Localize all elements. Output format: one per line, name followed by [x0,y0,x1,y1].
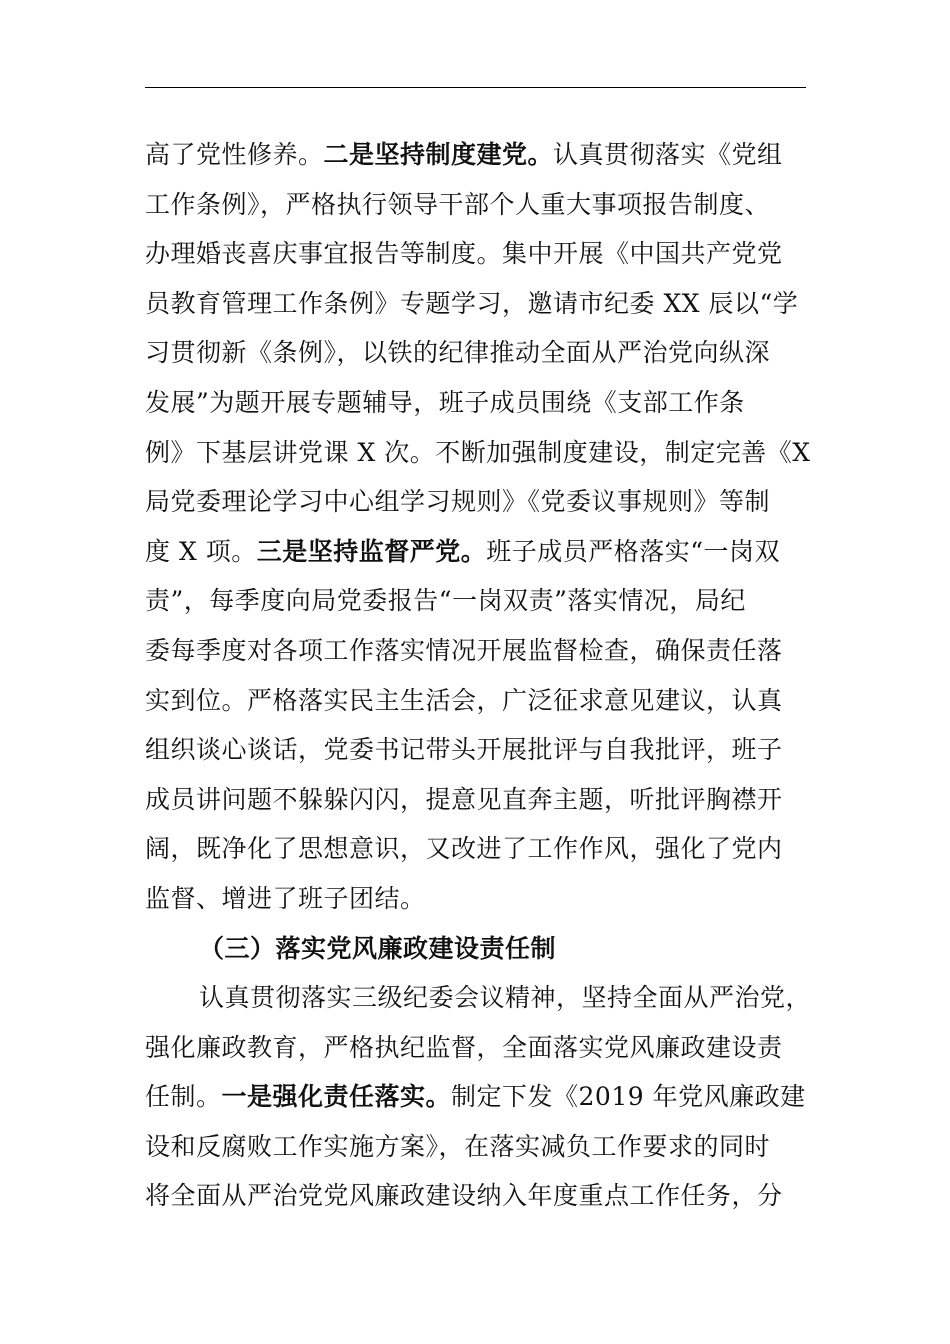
text-segment: 实到位。严格落实民主生活会，广泛征求意见建议，认真 [145,685,783,715]
text-line [145,775,810,825]
text-line [145,477,810,527]
text-line [145,874,810,924]
text-segment: 度 X 项。 [145,536,257,566]
text-segment: 强化廉政教育，严格执纪监督，全面落实党风廉政建设责 [145,1032,783,1062]
bold-text-segment: 一是强化责任落实。 [221,1082,452,1112]
text-segment: 习贯彻新《条例》，以铁的纪律推动全面从严治党向纵深 [145,338,771,368]
paragraph-institution-building [145,130,810,924]
text-segment: 局党委理论学习中心组学习规则》《党委议事规则》等制 [145,487,771,517]
text-line [145,1122,810,1172]
text-line [145,180,810,230]
text-segment: 任制。 [145,1082,222,1112]
text-segment: 工作条例》，严格执行领导干部个人重大事项报告制度、 [145,189,771,219]
bold-text-segment: 三是坚持监督严党。 [256,536,487,566]
text-segment: 办理婚丧喜庆事宜报告等制度。集中开展《中国共产党党 [145,239,783,269]
text-segment: 例》下基层讲党课 X 次。不断加强制度建设，制定完善《X [145,437,811,467]
text-segment: 将全面从严治党党风廉政建设纳入年度重点工作任务，分 [145,1181,783,1211]
text-line [145,130,810,180]
text-line [145,279,810,329]
document-body [145,130,810,1221]
paragraph-clean-governance [145,973,810,1221]
text-line [145,229,810,279]
text-segment: 设和反腐败工作实施方案》，在落实减负工作要求的同时 [145,1131,771,1161]
text-line [145,1023,810,1073]
text-segment: 委每季度对各项工作落实情况开展监督检查，确保责任落 [145,635,783,665]
text-line [145,973,810,1023]
text-line [145,428,810,478]
text-line [145,1171,810,1221]
text-line [145,626,810,676]
text-segment: 制定下发《2019 年党风廉政建 [451,1082,806,1112]
header-rule [145,87,806,88]
text-line [145,576,810,626]
text-segment: 高了党性修养。 [145,140,324,169]
text-segment: 认真贯彻落实《党组 [553,140,783,169]
text-line [145,1072,810,1122]
section-heading: （三）落实党风廉政建设责任制 [199,933,557,963]
bold-text-segment: 二是坚持制度建党。 [323,140,554,169]
text-segment: 组织谈心谈话，党委书记带头开展批评与自我批评，班子 [145,735,783,765]
text-segment: 成员讲问题不躲躲闪闪，提意见直奔主题，听批评胸襟开 [145,784,783,814]
text-segment: 监督、增进了班子团结。 [145,883,426,913]
text-segment: 发展”为题开展专题辅导，班子成员围绕《支部工作条 [145,387,745,417]
text-line [145,824,810,874]
text-line [145,527,810,577]
text-line [145,378,810,428]
text-segment: 责”，每季度向局党委报告“一岗双责”落实情况，局纪 [145,586,746,616]
text-segment: 阔，既净化了思想意识，又改进了工作作风，强化了党内 [145,834,783,864]
text-line [145,328,810,378]
text-segment: 班子成员严格落实“一岗双 [486,536,781,566]
text-line [145,725,810,775]
text-segment: 员教育管理工作条例》专题学习，邀请市纪委 XX 辰以“学 [145,288,799,318]
text-segment: 认真贯彻落实三级纪委会议精神，坚持全面从严治党， [199,983,812,1013]
text-line [145,676,810,726]
